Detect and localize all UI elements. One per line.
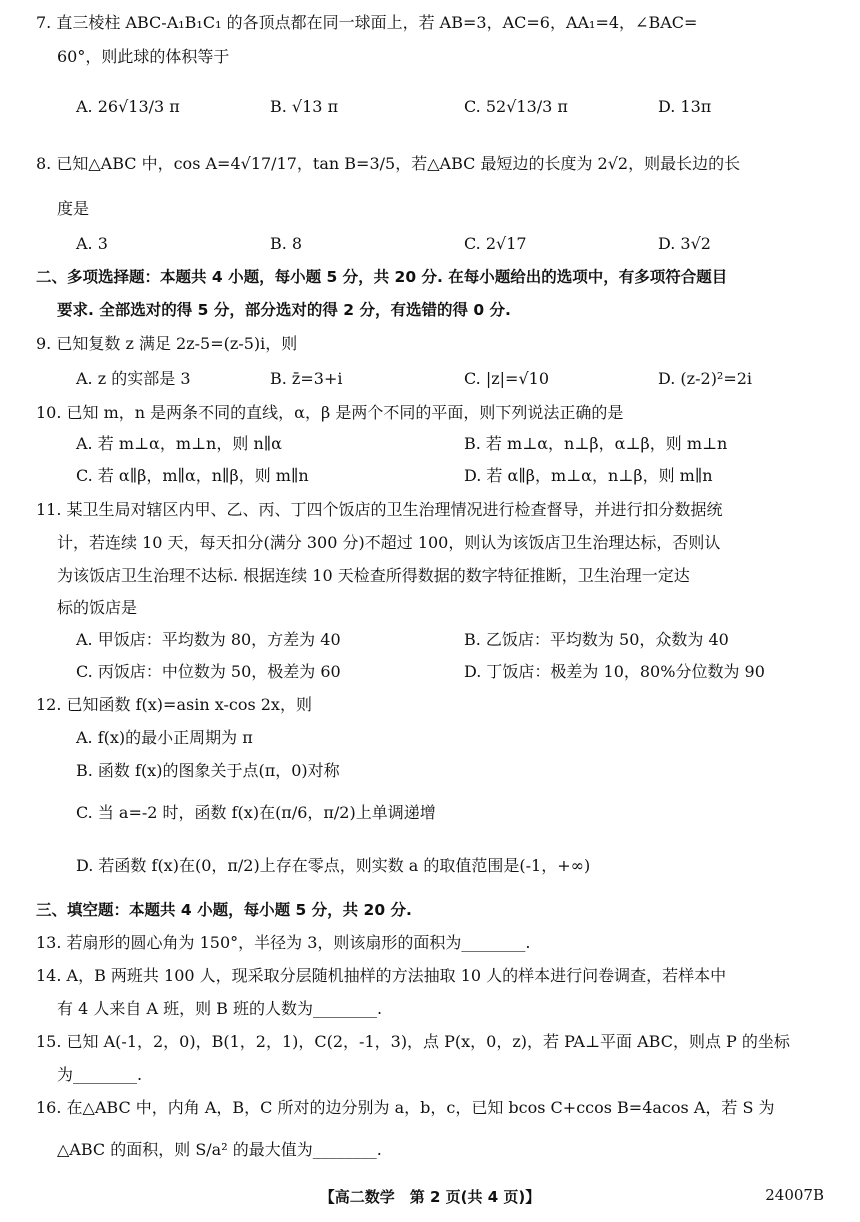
q8-option-b: B. 8 bbox=[270, 234, 303, 253]
q14-line1: 14. A，B 两班共 100 人，现采取分层随机抽样的方法抽取 10 人的样本进行问卷调查，若样本中 bbox=[36, 966, 727, 985]
q15-line2: 为________. bbox=[57, 1065, 143, 1084]
q7-line1: 7. 直三棱柱 ABC-A₁B₁C₁ 的各顶点都在同一球面上，若 AB=3，AC=6，AA₁=4，∠BAC= bbox=[36, 13, 698, 32]
q11-option-c: C. 丙饭店：中位数为 50，极差为 60 bbox=[76, 662, 341, 681]
q8-line1: 8. 已知△ABC 中，cos A=4√17/17，tan B=3/5，若△ABC 最短边的长度为 2√2，则最长边的长 bbox=[36, 154, 741, 173]
q8-line2: 度是 bbox=[57, 199, 90, 218]
q8-option-a: A. 3 bbox=[76, 234, 108, 253]
q7-option-b: B. √13 π bbox=[270, 97, 339, 116]
q12-line1: 12. 已知函数 f(x)=asin x-cos 2x，则 bbox=[36, 695, 312, 714]
q7-option-a: A. 26√13/3 π bbox=[76, 97, 180, 116]
q9-line1: 9. 已知复数 z 满足 2z-5=(z-5)i，则 bbox=[36, 334, 298, 353]
section3-heading: 三、填空题：本题共 4 小题，每小题 5 分，共 20 分. bbox=[36, 901, 412, 919]
q16-line1: 16. 在△ABC 中，内角 A，B，C 所对的边分别为 a，b，c，已知 bcos C+ccos B=4acos A，若 S 为 bbox=[36, 1098, 775, 1117]
q10-option-a: A. 若 m⊥α，m⊥n，则 n∥α bbox=[76, 434, 282, 453]
q10-line1: 10. 已知 m，n 是两条不同的直线，α，β 是两个不同的平面，则下列说法正确的是 bbox=[36, 403, 624, 422]
q11-line2: 计，若连续 10 天，每天扣分(满分 300 分)不超过 100，则认为该饭店卫生治理达标，否则认 bbox=[57, 533, 721, 552]
q11-option-a: A. 甲饭店：平均数为 80，方差为 40 bbox=[76, 630, 341, 649]
q12-option-a: A. f(x)的最小正周期为 π bbox=[76, 728, 253, 747]
q15-line1: 15. 已知 A(-1，2，0)，B(1，2，1)，C(2，-1，3)，点 P(x，0，z)，若 PA⊥平面 ABC，则点 P 的坐标 bbox=[36, 1032, 790, 1051]
q12-option-d: D. 若函数 f(x)在(0，π/2)上存在零点，则实数 a 的取值范围是(-1，+∞) bbox=[76, 856, 591, 875]
q8-option-d: D. 3√2 bbox=[658, 234, 711, 253]
paper-code: 24007B bbox=[765, 1186, 824, 1204]
q11-option-d: D. 丁饭店：极差为 10，80%分位数为 90 bbox=[464, 662, 765, 681]
q8-option-c: C. 2√17 bbox=[464, 234, 527, 253]
q13: 13. 若扇形的圆心角为 150°，半径为 3，则该扇形的面积为________. bbox=[36, 933, 531, 952]
q9-option-a: A. z 的实部是 3 bbox=[76, 369, 191, 388]
q14-line2: 有 4 人来自 A 班，则 B 班的人数为________. bbox=[57, 999, 383, 1018]
q9-option-b: B. z̄=3+i bbox=[270, 369, 343, 388]
section2-heading-line1: 二、多项选择题：本题共 4 小题，每小题 5 分，共 20 分. 在每小题给出的选项中，有多项符合题目 bbox=[36, 268, 728, 286]
section2-heading-line2: 要求. 全部选对的得 5 分，部分选对的得 2 分，有选错的得 0 分. bbox=[57, 301, 511, 319]
q12-option-b: B. 函数 f(x)的图象关于点(π，0)对称 bbox=[76, 761, 340, 780]
q10-option-b: B. 若 m⊥α，n⊥β，α⊥β，则 m⊥n bbox=[464, 434, 728, 453]
page-footer: 【高二数学 第 2 页(共 4 页)】 bbox=[319, 1188, 541, 1206]
q7-option-d: D. 13π bbox=[658, 97, 712, 116]
q9-option-d: D. (z-2)²=2i bbox=[658, 369, 753, 388]
q7-option-c: C. 52√13/3 π bbox=[464, 97, 568, 116]
q16-line2: △ABC 的面积，则 S/a² 的最大值为________. bbox=[57, 1140, 382, 1159]
q11-line1: 11. 某卫生局对辖区内甲、乙、丙、丁四个饭店的卫生治理情况进行检查督导，并进行扣分数据统 bbox=[36, 500, 723, 519]
q10-option-c: C. 若 α∥β，m∥α，n∥β，则 m∥n bbox=[76, 466, 309, 485]
q7-line2: 60°，则此球的体积等于 bbox=[57, 47, 230, 66]
q11-line3: 为该饭店卫生治理不达标. 根据连续 10 天检查所得数据的数字特征推断，卫生治理一定达 bbox=[57, 566, 690, 585]
q10-option-d: D. 若 α∥β，m⊥α，n⊥β，则 m∥n bbox=[464, 466, 713, 485]
q9-option-c: C. |z|=√10 bbox=[464, 369, 550, 388]
q12-option-c: C. 当 a=-2 时，函数 f(x)在(π/6，π/2)上单调递增 bbox=[76, 803, 436, 822]
q11-line4: 标的饭店是 bbox=[57, 598, 138, 617]
q11-option-b: B. 乙饭店：平均数为 50，众数为 40 bbox=[464, 630, 729, 649]
